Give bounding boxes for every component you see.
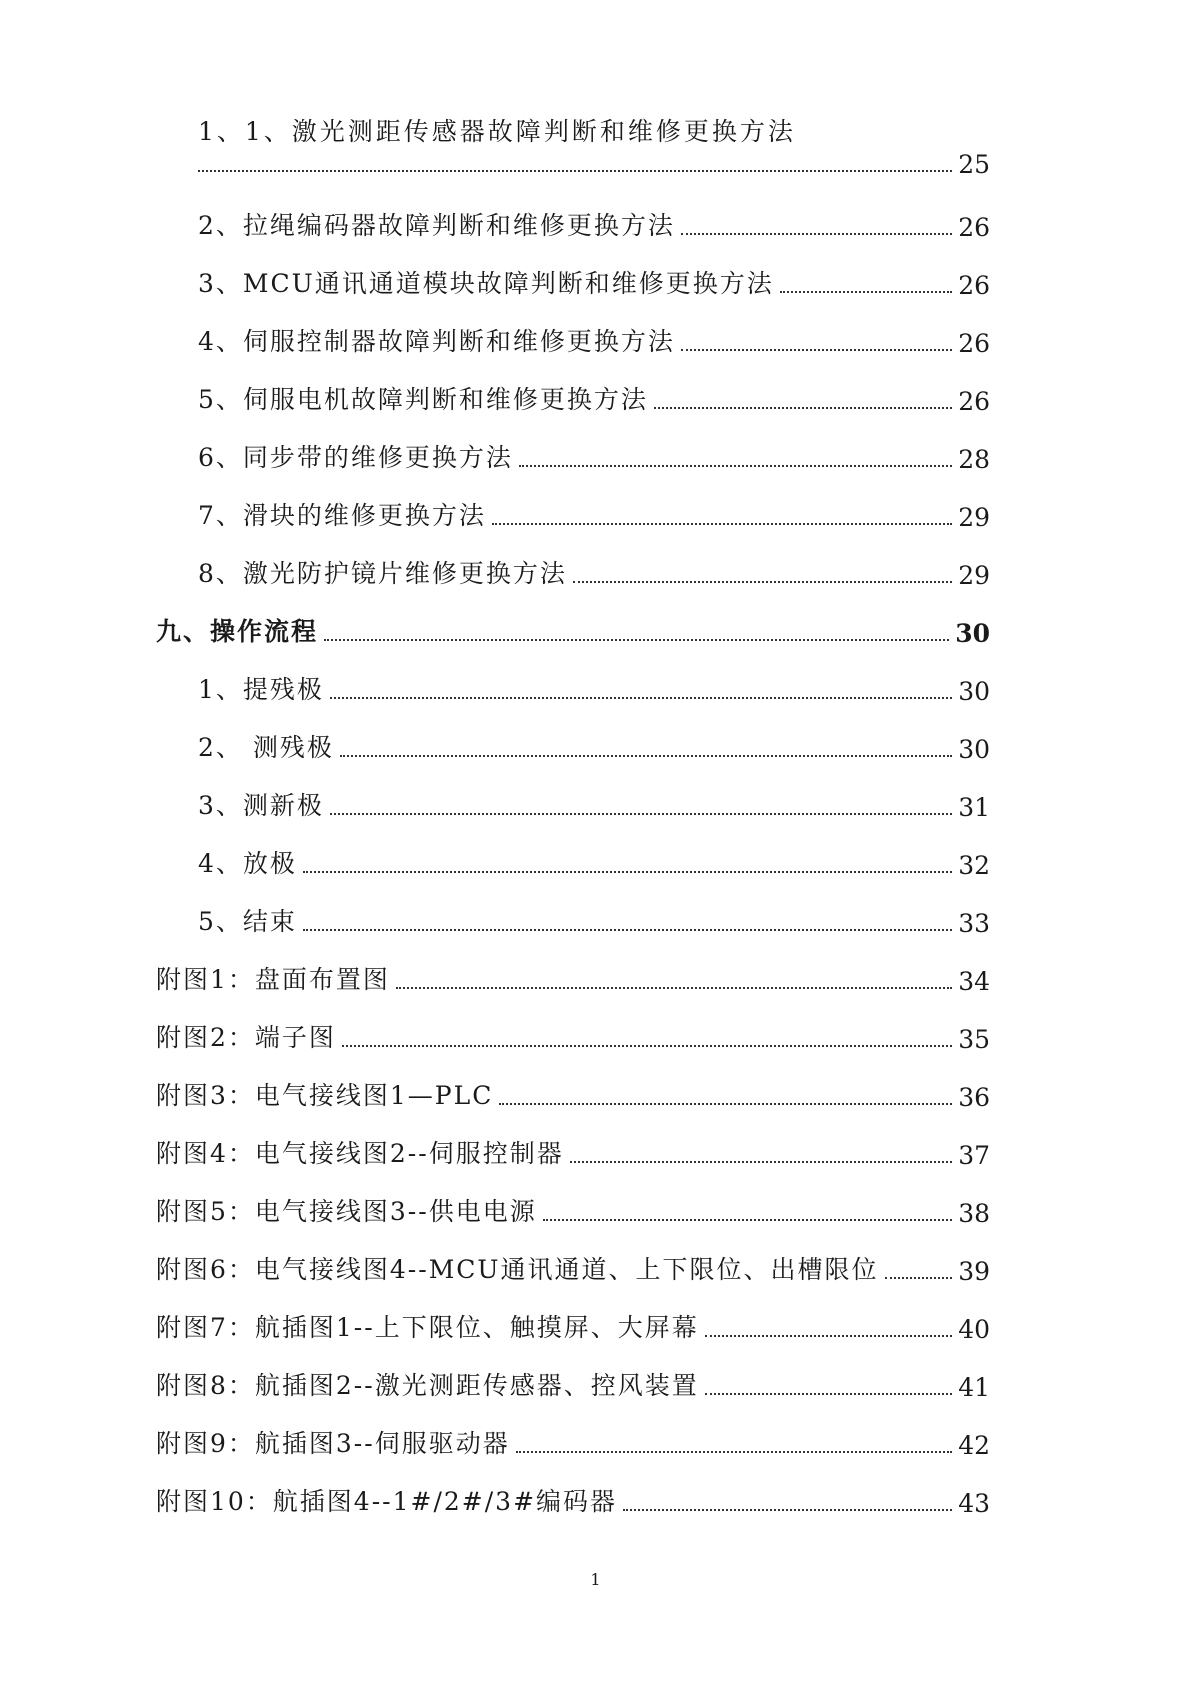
toc-entry-page: 30 [958, 735, 990, 764]
toc-leader-dots [681, 233, 952, 235]
toc-entry-page: 28 [958, 445, 990, 474]
toc-appendix-entry[interactable] [0, 1192, 1191, 1236]
toc-entry-title: 附图3：电气接线图1—PLC [156, 1081, 494, 1110]
toc-appendix-entry[interactable] [0, 1482, 1191, 1526]
toc-entry-page: 43 [958, 1489, 990, 1518]
toc-leader-dots [303, 929, 952, 931]
toc-entry[interactable] [0, 438, 1191, 482]
toc-leader-dots [499, 1103, 952, 1105]
toc-leader-dots [705, 1393, 952, 1395]
toc-entry-page: 26 [958, 213, 990, 242]
toc-entry-page: 42 [958, 1431, 990, 1460]
toc-entry[interactable] [0, 728, 1191, 772]
toc-entry-page: 41 [958, 1373, 990, 1402]
toc-entry[interactable] [0, 322, 1191, 366]
toc-entry-page: 25 [958, 150, 990, 179]
toc-chapter-operation-flow[interactable] [0, 612, 1191, 656]
toc-entry-title: 3、测新极 [198, 791, 324, 820]
toc-appendix-entry[interactable] [0, 960, 1191, 1004]
toc-entry-page: 38 [958, 1199, 990, 1228]
toc-leader-dots [885, 1277, 953, 1279]
toc-leader-dots [573, 581, 952, 583]
toc-leader-dots [780, 291, 952, 293]
toc-appendix-entry[interactable] [0, 1018, 1191, 1062]
toc-entry-title: 6、同步带的维修更换方法 [198, 443, 513, 472]
toc-entry-page: 36 [958, 1083, 990, 1112]
toc-entry[interactable] [0, 670, 1191, 714]
toc-leader-dots [198, 170, 952, 172]
toc-leader-dots [681, 349, 952, 351]
toc-entry-title: 附图9：航插图3--伺服驱动器 [156, 1429, 510, 1458]
toc-entry-page: 30 [955, 619, 990, 648]
toc-entry-title: 1、提残极 [198, 675, 324, 704]
toc-leader-dots [654, 407, 952, 409]
toc-entry-page: 26 [958, 387, 990, 416]
toc-entry-page: 31 [958, 793, 990, 822]
toc-entry[interactable] [0, 264, 1191, 308]
toc-entry-page: 26 [958, 271, 990, 300]
toc-entry-page: 35 [958, 1025, 990, 1054]
toc-leader-dots [570, 1161, 952, 1163]
toc-entry-title: 1、1、激光测距传感器故障判断和维修更换方法 [198, 117, 796, 146]
toc-entry-title: 附图1：盘面布置图 [156, 965, 390, 994]
toc-entry-title: 附图5：电气接线图3--供电电源 [156, 1197, 537, 1226]
toc-leader-dots [340, 755, 952, 757]
toc-entry[interactable] [0, 844, 1191, 888]
toc-leader-dots [492, 523, 952, 525]
toc-entry-laser-sensor[interactable] [0, 112, 1191, 179]
toc-entry-title: 7、滑块的维修更换方法 [198, 501, 486, 530]
toc-leader-dots [396, 987, 952, 989]
toc-entry-page: 29 [958, 503, 990, 532]
toc-appendix-entry[interactable] [0, 1250, 1191, 1294]
toc-entry-title: 附图2：端子图 [156, 1023, 336, 1052]
toc-entry-title: 4、伺服控制器故障判断和维修更换方法 [198, 327, 675, 356]
toc-entry-title: 2、拉绳编码器故障判断和维修更换方法 [198, 211, 675, 240]
toc-entry-page: 37 [958, 1141, 990, 1170]
toc-entry[interactable] [0, 786, 1191, 830]
toc-entry-title: 附图7：航插图1--上下限位、触摸屏、大屏幕 [156, 1313, 699, 1342]
toc-appendix-entry[interactable] [0, 1308, 1191, 1352]
toc-entry-title: 附图6：电气接线图4--MCU通讯通道、上下限位、出槽限位 [156, 1255, 879, 1284]
toc-entry-title: 4、放极 [198, 849, 297, 878]
toc-entry-title: 附图10：航插图4--1#/2#/3#编码器 [156, 1487, 618, 1516]
toc-entry-page: 26 [958, 329, 990, 358]
toc-leader-dots [324, 639, 949, 641]
toc-leader-dots [330, 813, 952, 815]
toc-leader-dots [516, 1451, 952, 1453]
toc-entry-page: 40 [958, 1315, 990, 1344]
toc-entry-title: 附图8：航插图2--激光测距传感器、控风装置 [156, 1371, 699, 1400]
toc-entry-page: 39 [958, 1257, 990, 1286]
toc-entry-title: 附图4：电气接线图2--伺服控制器 [156, 1139, 564, 1168]
toc-leader-dots [519, 465, 952, 467]
toc-entry-title: 5、伺服电机故障判断和维修更换方法 [198, 385, 648, 414]
toc-entry-page: 34 [958, 967, 990, 996]
toc-leader-dots [623, 1509, 952, 1511]
toc-appendix-entry[interactable] [0, 1424, 1191, 1468]
toc-entry-title: 2、 测残极 [198, 733, 334, 762]
toc-entry-page: 30 [958, 677, 990, 706]
toc-entry[interactable] [0, 902, 1191, 946]
toc-leader-dots [303, 871, 952, 873]
toc-entry[interactable] [0, 554, 1191, 598]
toc-appendix-entry[interactable] [0, 1134, 1191, 1178]
toc-leader-dots [543, 1219, 952, 1221]
toc-appendix-entry[interactable] [0, 1076, 1191, 1120]
toc-entry-title: 5、结束 [198, 907, 297, 936]
toc-entry-title: 3、MCU通讯通道模块故障判断和维修更换方法 [198, 269, 774, 298]
toc-entry-page: 29 [958, 561, 990, 590]
page-number: 1 [590, 1570, 601, 1589]
toc-leader-dots [342, 1045, 952, 1047]
toc-entry-title: 九、操作流程 [156, 617, 319, 646]
toc-leader-dots [330, 697, 952, 699]
toc-entry[interactable] [0, 496, 1191, 540]
toc-entry[interactable] [0, 206, 1191, 250]
toc-entry[interactable] [0, 380, 1191, 424]
toc-leader-dots [705, 1335, 952, 1337]
toc-entry-title: 8、激光防护镜片维修更换方法 [198, 559, 567, 588]
toc-entry-page: 32 [958, 851, 990, 880]
toc-appendix-entry[interactable] [0, 1366, 1191, 1410]
toc-entry-page: 33 [958, 909, 990, 938]
